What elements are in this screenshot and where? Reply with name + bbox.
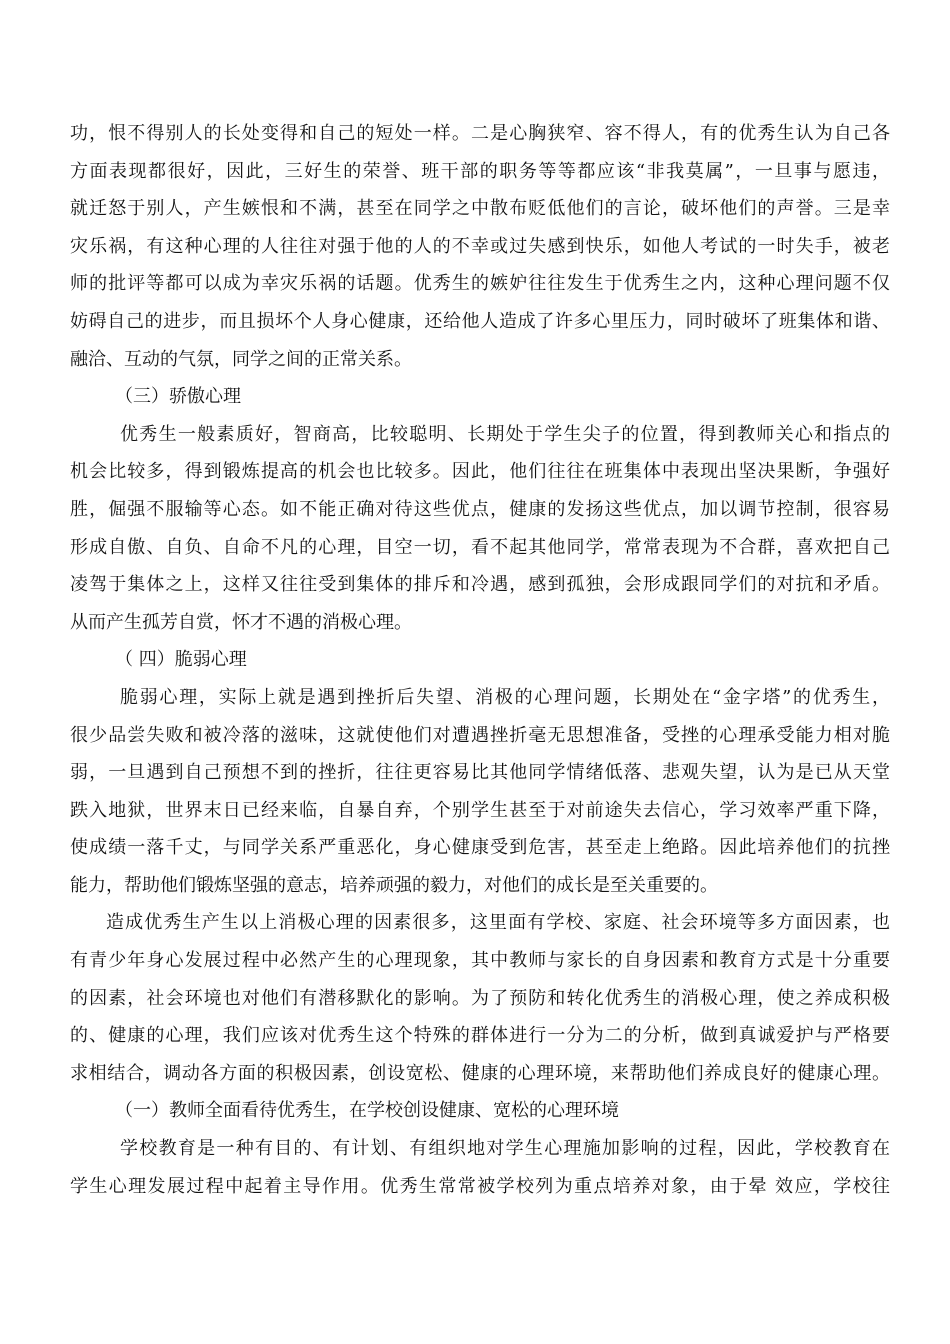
paragraph-line: 跌入地狱，世界末日已经来临，自暴自弃，个别学生甚至于对前途失去信心，学习效率严重下降，	[70, 799, 890, 821]
paragraph-line: 功，恨不得别人的长处变得和自己的短处一样。二是心胸狭窄、容不得人，有的优秀生认为自己各	[70, 123, 890, 144]
document-page	[70, 115, 890, 1205]
paragraph-line: 形成自傲、自负、自命不凡的心理，目空一切，看不起其他同学，常常表现为不合群，喜欢把自己	[70, 536, 890, 558]
paragraph-line: 的、健康的心理，我们应该对优秀生这个特殊的群体进行一分为二的分析，做到真诚爱护与严格要	[70, 1025, 890, 1047]
paragraph-line: 从而产生孤芳自赏，怀才不遇的消极心理。	[70, 611, 412, 633]
paragraph-line: 灾乐祸，有这种心理的人往往对强于他的人的不幸或过失感到快乐，如他人考试的一时失手，被老	[70, 235, 890, 257]
paragraph-line: 有青少年身心发展过程中必然产生的心理现象，其中教师与家长的自身因素和教育方式是十分重要	[70, 950, 890, 972]
paragraph-line: 能力，帮助他们锻炼坚强的意志，培养顽强的毅力，对他们的成长是至关重要的。	[70, 874, 718, 896]
paragraph-line: 机会比较多，得到锻炼提高的机会也比较多。因此，他们往往在班集体中表现出坚决果断，争强好	[70, 461, 890, 483]
paragraph-line: 弱，一旦遇到自己预想不到的挫折，往往更容易比其他同学情绪低落、悲观失望，认为是已从天堂	[70, 762, 890, 784]
paragraph-line: 方面表现都很好，因此，三好生的荣誉、班干部的职务等等都应该“非我莫属”，一旦事与愿违，	[70, 160, 890, 182]
paragraph-line: 求相结合，调动各方面的积极因素，创设宽松、健康的心理环境，来帮助他们养成良好的健康心理。	[70, 1062, 890, 1084]
paragraph-line: 优秀生一般素质好，智商高，比较聪明、长期处于学生尖子的位置，得到教师关心和指点的	[120, 423, 890, 445]
paragraph-line: 妨碍自己的进步，而且损坏个人身心健康，还给他人造成了许多心里压力，同时破坏了班集体和谐、	[70, 310, 890, 332]
section-heading: （一）教师全面看待优秀生，在学校创设健康、宽松的心理环境	[115, 1100, 619, 1122]
paragraph-line: 胜，倔强不服输等心态。如不能正确对待这些优点，健康的发扬这些优点，加以调节控制，很容易	[70, 498, 890, 520]
paragraph-line: 学校教育是一种有目的、有计划、有组织地对学生心理施加影响的过程，因此，学校教育在	[120, 1138, 890, 1160]
paragraph-line: 学生心理发展过程中起着主导作用。优秀生常常被学校列为重点培养对象，由于晕 效应，学校往	[70, 1175, 890, 1197]
paragraph-line: 融洽、互动的气氛，同学之间的正常关系。	[70, 348, 412, 370]
paragraph-line: 造成优秀生产生以上消极心理的因素很多，这里面有学校、家庭、社会环境等多方面因素，也	[106, 912, 890, 934]
paragraph-line: 的因素，社会环境也对他们有潜移默化的影响。为了预防和转化优秀生的消极心理，使之养成积极	[70, 987, 890, 1009]
paragraph-line: 脆弱心理，实际上就是遇到挫折后失望、消极的心理问题，长期处在“金字塔”的优秀生，	[120, 686, 890, 708]
paragraph-line: 凌驾于集体之上，这样又往往受到集体的排斥和冷遇，感到孤独，会形成跟同学们的对抗和矛盾。	[70, 574, 890, 596]
paragraph-line: 很少品尝失败和被冷落的滋味，这就使他们对遭遇挫折毫无思想准备，受挫的心理承受能力相对脆	[70, 724, 890, 746]
paragraph-line: 师的批评等都可以成为幸灾乐祸的话题。优秀生的嫉妒往往发生于优秀生之内，这种心理问题不仅	[70, 273, 890, 295]
paragraph-line: 使成绩一落千丈，与同学关系严重恶化，身心健康受到危害，甚至走上绝路。因此培养他们的抗挫	[70, 837, 890, 859]
paragraph-line: 就迁怒于别人，产生嫉恨和不满，甚至在同学之中散布贬低他们的言论，破坏他们的声誉。三是幸	[70, 198, 890, 220]
section-heading: （ 四）脆弱心理	[115, 649, 247, 671]
section-heading: （三）骄傲心理	[115, 386, 241, 408]
